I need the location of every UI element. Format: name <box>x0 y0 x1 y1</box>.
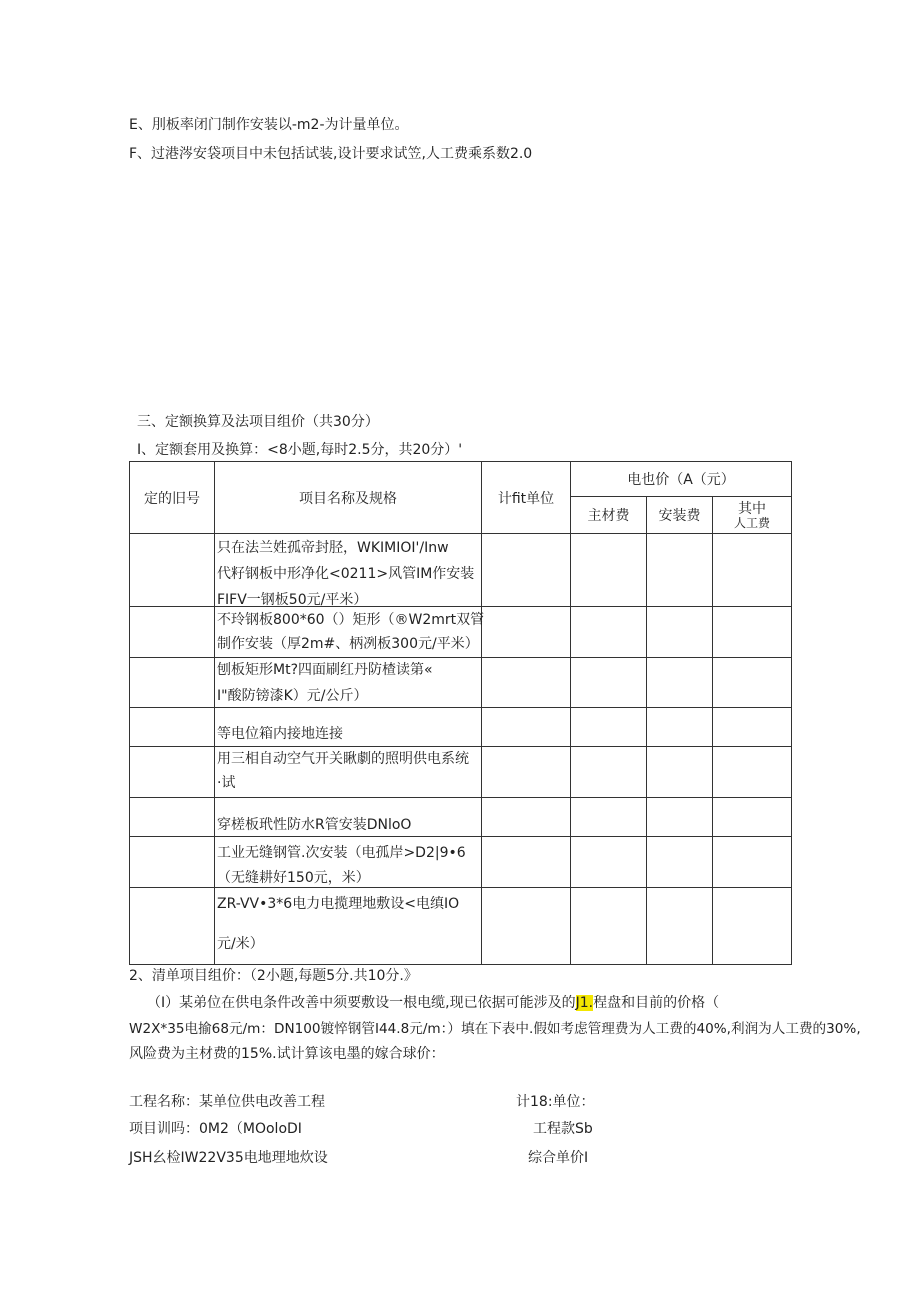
header-code: 定的旧号 <box>130 462 215 534</box>
table-row: 只在法兰姓孤帝封胫，WKIMIOI'/Inw 代籽钢板中形净化<0211>风管IM作安装 FIFV一钢板50元/平米） <box>130 534 792 607</box>
table-row: 不玲钢板800*60（）矩形（®W2mrt双管 制作安装（厚2m#、柄冽板300元/平米） <box>130 607 792 658</box>
table-header-row <box>130 462 792 497</box>
project-code: 项目训吗：0M2（MOoloDI <box>129 1121 302 1137</box>
table-row: 等电位箱内接地连接 <box>130 708 792 747</box>
header-name: 项目名称及规格 <box>215 462 482 534</box>
header-install: 安装费 <box>647 497 713 534</box>
q2-title: 2、清单项目组价：（2小题,每题5分.共10分.》 <box>129 968 418 984</box>
table-row: ZR-VV•3*6电力电揽理地敷设<电缜IO 元/米） <box>130 888 792 965</box>
project-quantity: 工程款Sb <box>533 1121 593 1137</box>
note-f: F、过港涔安袋项目中未包括试装,设计要求试笠,人工费乘系数2.0 <box>129 146 533 162</box>
header-material: 主材费 <box>571 497 647 534</box>
header-labor-cut: 人工费 <box>734 516 771 530</box>
q2-paragraph-line-3: 风险费为主材费的15%.试计算该电墨的嫁合球价： <box>129 1046 445 1062</box>
project-unit: 计18:单位： <box>516 1094 595 1110</box>
table-row: 用三相自动空气开关瞅劇的照明供电系统 ·试 <box>130 747 792 798</box>
header-unit: 计fit单位 <box>482 462 571 534</box>
project-price: 综合单价I <box>528 1150 589 1166</box>
table-row: 工业无缝钢管.次安装（电孤岸>D2|9•6 （无缝耕好150元，米） <box>130 837 792 888</box>
header-labor: 其中 人工费 <box>713 497 792 534</box>
table-row: 穿槎板玳性防水R管安装DNloO <box>130 798 792 837</box>
section3-title: 三、定额换算及法项目组价（共30分） <box>137 414 379 430</box>
q1-title: I、定额套用及换算：<8小题,每时2.5分，共20分）' <box>137 442 463 458</box>
header-price-group: 电也价（A（元） <box>571 462 792 497</box>
q2-paragraph-line-2: W2X*35电揄68元/m：DN100镀悴钢管I44.8元/m：）填在下表中.假如考虑管理费为人工费的40%,利润为人工费的30%, <box>129 1021 861 1037</box>
highlighted-text: J1. <box>575 995 594 1011</box>
quota-table <box>129 461 792 965</box>
table-row: 刨板矩形Mt?四面刷红丹防楂读第« I"酸防镑漆K）元/公斤） <box>130 658 792 708</box>
note-e: E、刖板率闭门制作安装以-m2-为计量单位。 <box>129 117 409 133</box>
project-description: JSH幺检IW22V35电地理地炊设 <box>129 1150 328 1166</box>
q2-paragraph-line-1: （I）某弟位在供电条件改善中须要敷设一根电缆,现已依据可能涉及的J1.程盘和目前的价格（ <box>147 995 720 1011</box>
project-name: 工程名称：某单位供电改善工程 <box>129 1094 325 1110</box>
